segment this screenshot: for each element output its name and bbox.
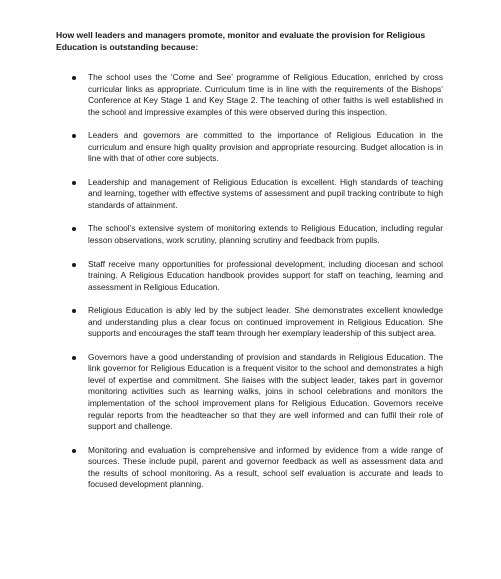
bullet-icon bbox=[72, 263, 76, 267]
list-item-text: Governors have a good understanding of provision and standards in Religious Education. The link governor for Religious Education is a frequent visitor to the school and demonstrates a high level of expertise and commitment. She liaises with the subject leader, takes part in governor monitoring activities such as learning walks, joins in school celebrations and monitors the implementation of the school improvement plans for Religious Education. Governors receive regular reports from the headteacher so that they are well informed and can fulfil their role of support and challenge. bbox=[88, 351, 443, 432]
list-item-text: Leaders and governors are committed to the importance of Religious Education in the curriculum and ensure high quality provision and appropriate resourcing. Budget allocation is in line with that of other core subjects. bbox=[88, 130, 443, 164]
section-heading: How well leaders and managers promote, monitor and evaluate the provision for Religious Education is outstanding because: bbox=[56, 30, 426, 52]
list-item bbox=[71, 223, 443, 246]
list-item bbox=[71, 305, 443, 340]
bullet-icon bbox=[72, 309, 76, 313]
bullet-icon bbox=[72, 356, 76, 360]
list-item bbox=[71, 445, 443, 491]
bullet-icon bbox=[72, 76, 76, 80]
bullet-icon bbox=[72, 227, 76, 231]
list-item-text: Religious Education is ably led by the subject leader. She demonstrates excellent knowledge and understanding plus a clear focus on continued improvement in Religious Education. She supports and encourages the staff team through her exemplary leadership of this subject area. bbox=[88, 305, 443, 339]
list-item bbox=[71, 259, 443, 294]
list-item bbox=[71, 72, 443, 118]
list-item-text: Monitoring and evaluation is comprehensive and informed by evidence from a wide range of sources. These include pupil, parent and governor feedback as well as assessment data and the results of school monitoring. As a result, school self evaluation is accurate and leads to focused development planning. bbox=[88, 444, 443, 490]
bullet-icon bbox=[72, 134, 76, 138]
list-item bbox=[71, 177, 443, 212]
list-item bbox=[71, 352, 443, 433]
list-item-text: The school uses the ‘Come and See’ programme of Religious Education, enriched by cross curricular links as appropriate. Curriculum time is in line with the requirements of the Bishops’ Conference at Key Stage 1 and Key Stage 2. The teaching of other faiths is well established in the school and impressive examples of this were observed during this inspection. bbox=[88, 72, 443, 117]
list-item-text: Leadership and management of Religious Education is excellent. High standards of teaching and learning, together with effective systems of assessment and pupil tracking contribute to high standards of attainment. bbox=[88, 176, 443, 210]
list-item bbox=[71, 130, 443, 165]
list-item-text: The school’s extensive system of monitoring extends to Religious Education, including regular lesson observations, work scrutiny, planning scrutiny and feedback from pupils. bbox=[88, 223, 443, 246]
bullet-icon bbox=[72, 181, 76, 185]
bullet-icon bbox=[72, 449, 76, 453]
bullet-list bbox=[71, 72, 443, 503]
list-item-text: Staff receive many opportunities for professional development, including diocesan and school training. A Religious Education handbook provides support for staff on teaching, learning and assessment in Religious Education. bbox=[88, 258, 443, 292]
